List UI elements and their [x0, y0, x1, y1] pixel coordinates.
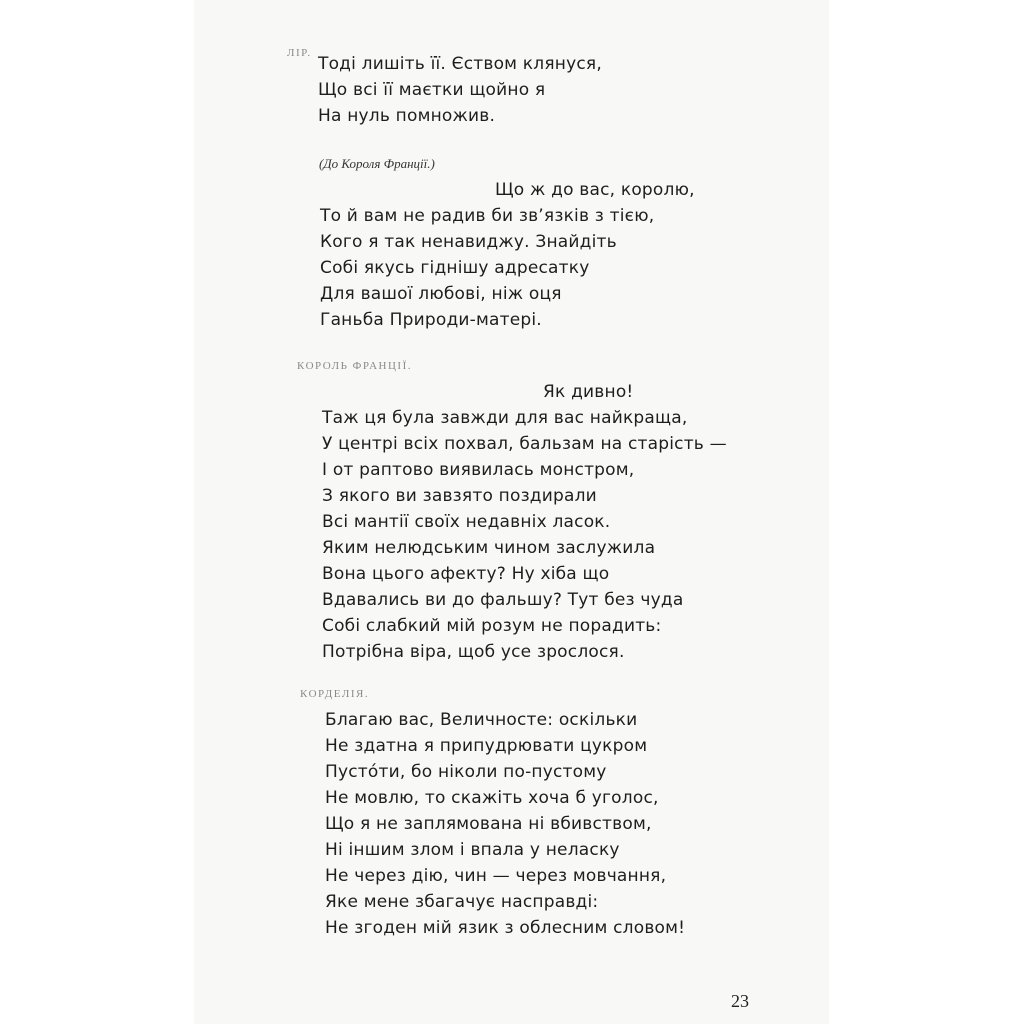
verse-line: Не згоден мій язик з облесним словом! [325, 918, 686, 938]
verse-line: Благаю вас, Величносте: оскільки [325, 710, 638, 730]
speaker-name: КОРОЛЬ ФРАНЦІЇ. [297, 360, 412, 372]
verse-line: Всі мантії своїх недавніх ласок. [322, 512, 611, 532]
speaker-name: ЛІР. [287, 47, 312, 59]
verse-line: Що я не заплямована ні вбивством, [325, 814, 652, 834]
speaker-name: КОРДЕЛІЯ. [300, 688, 370, 700]
verse-line: З якого ви завзято поздирали [322, 486, 597, 506]
verse-line: І от раптово виявилась монстром, [322, 460, 635, 480]
verse-line: Що всі її маєтки щойно я [318, 80, 546, 100]
verse-line: Тоді лишіть її. Єством клянуся, [318, 54, 602, 74]
verse-line: Не через дію, чин — через мовчання, [325, 866, 667, 886]
stage-direction: (До Короля Франції.) [319, 156, 435, 171]
verse-line: Ні іншим злом і впала у неласку [325, 840, 620, 860]
verse-line-indented: Що ж до вас, королю, [495, 180, 695, 200]
verse-line: У центрі всіх похвал, бальзам на старість — [322, 434, 727, 454]
verse-line: Ганьба Природи-матері. [320, 310, 542, 330]
verse-line: Для вашої любові, ніж оця [320, 284, 562, 304]
verse-line: Яке мене збагачує насправді: [325, 892, 599, 912]
verse-line-indented: Як дивно! [543, 382, 634, 402]
verse-line: Потрібна віра, щоб усе зрослося. [322, 642, 625, 662]
verse-line: Собі слабкий мій розум не порадить: [322, 616, 662, 636]
verse-line: Вдавались ви до фальшу? Тут без чуда [322, 590, 684, 610]
verse-line: Кого я так ненавиджу. Знайдіть [320, 232, 617, 252]
verse-line: То й вам не радив би зв’язків з тією, [320, 206, 655, 226]
verse-line: Пустóти, бо ніколи по-пустому [325, 762, 607, 782]
verse-line: На нуль помножив. [318, 106, 496, 126]
verse-line: Не здатна я припудрювати цукром [325, 736, 648, 756]
verse-line: Вона цього афекту? Ну хіба що [322, 564, 610, 584]
verse-line: Не мовлю, то скажіть хоча б уголос, [325, 788, 659, 808]
verse-line: Собі якусь гіднішу адресатку [320, 258, 590, 278]
page-number: 23 [731, 991, 749, 1011]
verse-line: Таж ця була завжди для вас найкраща, [322, 408, 688, 428]
verse-line: Яким нелюдським чином заслужила [322, 538, 656, 558]
